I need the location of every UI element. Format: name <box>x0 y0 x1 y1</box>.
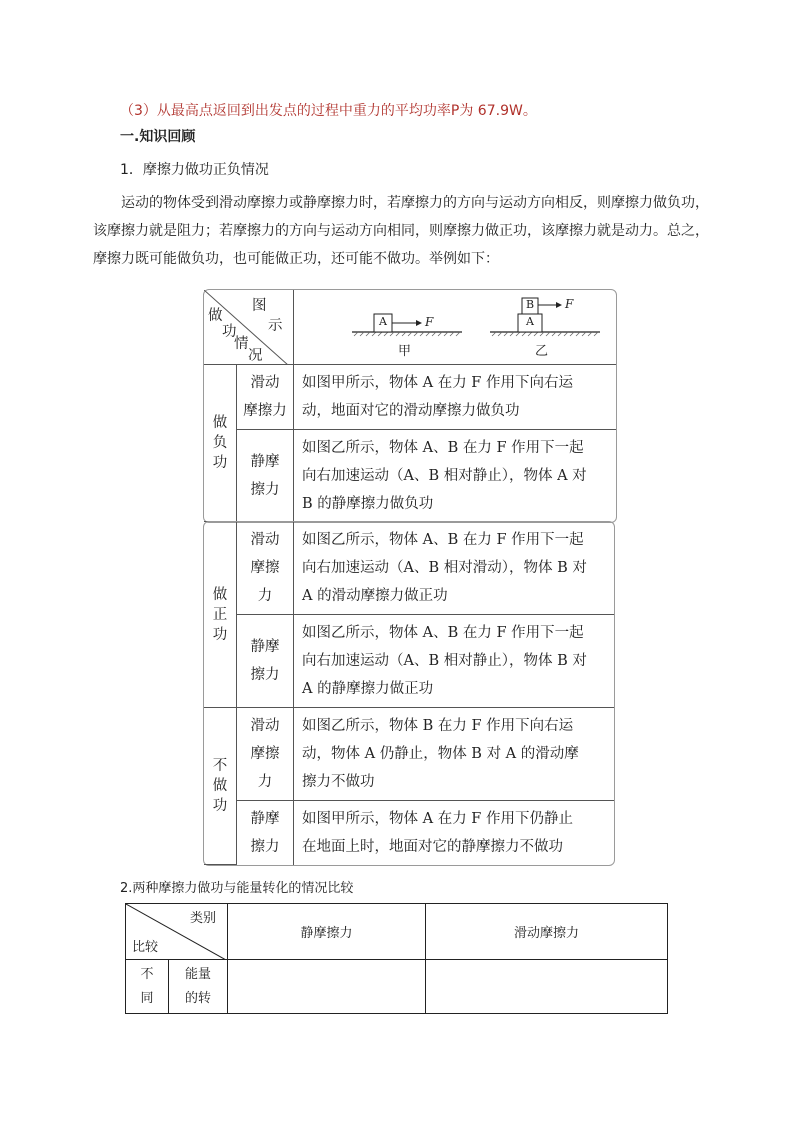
row-group-char: 不 <box>140 966 154 982</box>
column-header-sliding: 滑动摩擦力 <box>426 904 668 960</box>
description-line: 向右加速运动（A、B 相对静止），物体 A 对 <box>302 468 587 484</box>
description-line: A 的滑动摩擦力做正功 <box>302 588 448 604</box>
group-char: 做 <box>212 415 228 431</box>
description-cell <box>294 615 614 708</box>
row-sub-line: 的转 <box>184 990 211 1006</box>
group-char: 不 <box>212 758 228 774</box>
row-group-cell <box>126 960 169 1014</box>
description-cell <box>294 708 614 801</box>
item1-title: 1．摩擦力做功正负情况 <box>120 162 269 178</box>
description-line: B 的静摩擦力做负功 <box>302 496 434 512</box>
group-char: 做 <box>212 778 228 794</box>
empty-cell <box>426 960 668 1014</box>
corner-text: 功 <box>222 324 237 340</box>
friction-type-line: 静摩 <box>250 639 280 655</box>
description-line: 如图甲所示，物体 A 在力 F 作用下向右运 <box>302 375 573 391</box>
friction-type-cell <box>237 365 294 430</box>
group-label-negative <box>204 365 237 522</box>
figure-label-yi: 乙 <box>535 344 549 359</box>
corner-text: 示 <box>268 318 283 334</box>
friction-type-line: 力 <box>257 774 273 790</box>
group-char: 功 <box>212 455 228 471</box>
friction-type-line: 摩擦 <box>250 560 280 576</box>
group-char: 正 <box>212 606 228 623</box>
intro-paragraph <box>93 189 751 273</box>
description-cell <box>294 522 614 615</box>
description-line: 在地面上时，地面对它的静摩擦力不做功 <box>302 839 563 855</box>
friction-type-line: 擦力 <box>250 667 280 683</box>
description-line: 擦力不做功 <box>302 774 375 790</box>
friction-type-line: 力 <box>257 588 273 604</box>
friction-type-line: 滑动 <box>250 532 280 548</box>
block-a-label: A <box>379 315 387 328</box>
group-label-positive <box>204 522 237 708</box>
group-char: 负 <box>212 435 228 451</box>
section-title: 一.知识回顾 <box>120 129 196 145</box>
diagonal-header-cell <box>126 904 228 960</box>
friction-type-line: 摩擦力 <box>243 403 287 419</box>
description-line: 动，物体 A 仍静止，物体 B 对 A 的滑动摩 <box>302 746 579 762</box>
block-a-label: A <box>526 315 534 328</box>
friction-table-negative <box>203 289 617 523</box>
description-line: 向右加速运动（A、B 相对滑动），物体 B 对 <box>302 560 587 576</box>
column-header-static: 静摩擦力 <box>228 904 426 960</box>
friction-type-line: 滑动 <box>250 375 280 391</box>
description-line: 如图乙所示，物体 A、B 在力 F 作用下一起 <box>302 625 584 641</box>
description-cell <box>294 365 616 430</box>
friction-type-line: 擦力 <box>250 482 280 498</box>
corner-text: 做 <box>208 308 223 324</box>
group-char: 功 <box>212 798 228 814</box>
row-sub-cell <box>169 960 228 1014</box>
group-char: 功 <box>212 626 228 643</box>
paragraph-line: 该摩擦力就是阻力；若摩擦力的方向与运动方向相同，则摩擦力做正功，该摩擦力就是动力。总之， <box>93 223 709 239</box>
diagonal-header-cell <box>204 290 294 365</box>
friction-type-line: 擦力 <box>250 839 280 855</box>
figure-label-jia: 甲 <box>398 344 412 359</box>
paragraph-line: 运动的物体受到滑动摩擦力或静摩擦力时，若摩擦力的方向与运动方向相反，则摩擦力做负功， <box>121 195 709 211</box>
description-line: 动，地面对它的滑动摩擦力做负功 <box>302 403 520 419</box>
description-cell <box>294 801 614 865</box>
friction-type-cell <box>237 615 294 708</box>
friction-type-line: 静摩 <box>250 811 280 827</box>
description-line: 如图甲所示，物体 A 在力 F 作用下仍静止 <box>302 811 573 827</box>
group-label-none <box>204 708 237 865</box>
corner-text: 图 <box>252 298 267 314</box>
description-line: 如图乙所示，物体 B 在力 F 作用下向右运 <box>302 718 574 734</box>
friction-type-cell <box>237 522 294 615</box>
friction-type-line: 滑动 <box>250 718 280 734</box>
corner-text: 情 <box>234 336 249 352</box>
description-line: 向右加速运动（A、B 相对静止），物体 B 对 <box>302 653 587 669</box>
description-line: A 的静摩擦力做正功 <box>302 681 434 697</box>
corner-text: 类别 <box>190 911 217 926</box>
row-sub-line: 能量 <box>184 966 211 982</box>
force-label: F <box>425 315 434 329</box>
friction-type-cell <box>237 801 294 865</box>
friction-type-cell <box>237 430 294 522</box>
result-line: （3）从最高点返回到出发点的过程中重力的平均功率P为 67.9W。 <box>120 103 537 119</box>
row-group-char: 同 <box>140 990 154 1006</box>
corner-text: 比较 <box>132 940 159 955</box>
group-char: 做 <box>212 586 228 603</box>
figure-cell <box>294 290 616 365</box>
corner-text: 况 <box>248 348 263 364</box>
description-line: 如图乙所示，物体 A、B 在力 F 作用下一起 <box>302 532 584 548</box>
friction-table-positive-none <box>203 521 615 866</box>
description-cell <box>294 430 616 522</box>
block-b-label: B <box>526 298 535 311</box>
comparison-table <box>125 903 668 1014</box>
paragraph-line: 摩擦力既可能做负功，也可能做正功，还可能不做功。举例如下： <box>93 251 499 267</box>
friction-type-cell <box>237 708 294 801</box>
friction-type-line: 静摩 <box>250 454 280 470</box>
friction-type-line: 摩擦 <box>250 746 280 762</box>
empty-cell <box>228 960 426 1014</box>
item2-title: 2.两种摩擦力做功与能量转化的情况比较 <box>120 881 354 896</box>
force-label: F <box>565 297 574 311</box>
description-line: 如图乙所示，物体 A、B 在力 F 作用下一起 <box>302 440 584 456</box>
